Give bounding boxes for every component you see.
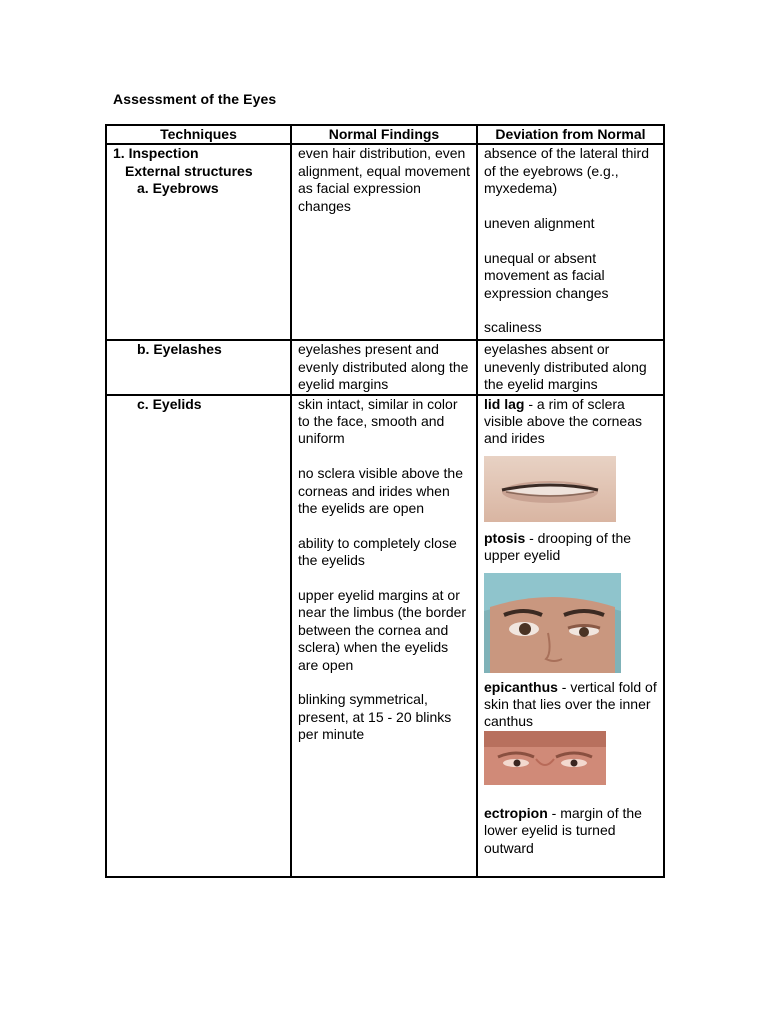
term-description: - a rim of sclera visible above the corneas and irides bbox=[484, 395, 642, 447]
page-title: Assessment of the Eyes bbox=[113, 91, 277, 107]
technique-cell bbox=[106, 340, 291, 394]
table-header-row bbox=[106, 125, 664, 144]
technique-external-structures: External structures bbox=[125, 162, 253, 179]
technique-cell bbox=[106, 144, 291, 340]
normal-finding: skin intact, similar in color to the face, smooth and uniform bbox=[298, 395, 458, 447]
header-deviation: Deviation from Normal bbox=[477, 125, 664, 144]
epicanthus-photo bbox=[484, 731, 659, 785]
technique-eyelashes: b. Eyelashes bbox=[137, 341, 222, 358]
term-description: - margin of the lower eyelid is turned outward bbox=[484, 804, 642, 856]
technique-eyebrows: a. Eyebrows bbox=[137, 180, 219, 197]
deviation-item: scaliness bbox=[484, 319, 542, 336]
header-techniques: Techniques bbox=[106, 125, 291, 144]
technique-cell bbox=[106, 395, 291, 877]
normal-finding: blinking symmetrical, present, at 15 - 20 blinks per minute bbox=[298, 691, 452, 743]
deviation-ectropion bbox=[484, 805, 659, 857]
deviation-cell: eyelashes absent or unevenly distributed along the eyelid margins bbox=[477, 340, 664, 394]
normal-finding: upper eyelid margins at or near the limbus (the border between the cornea and sclera) when the eyelids are open bbox=[298, 587, 467, 673]
table-row-eyebrows bbox=[106, 144, 664, 340]
deviation-item: absence of the lateral third of the eyebrows (e.g., myxedema) bbox=[484, 145, 649, 197]
deviation-epicanthus bbox=[484, 679, 659, 731]
technique-eyelids: c. Eyelids bbox=[137, 395, 202, 412]
normal-cell bbox=[291, 395, 477, 877]
term-label: lid lag bbox=[484, 395, 525, 412]
header-normal-findings: Normal Findings bbox=[291, 125, 477, 144]
deviation-ptosis bbox=[484, 530, 659, 565]
table-row-eyelashes bbox=[106, 340, 664, 394]
normal-finding: ability to completely close the eyelids bbox=[298, 534, 457, 569]
deviation-lid-lag bbox=[484, 396, 659, 448]
assessment-table bbox=[105, 124, 665, 878]
deviation-item: uneven alignment bbox=[484, 215, 595, 232]
technique-inspection: 1. Inspection bbox=[113, 145, 199, 162]
term-label: epicanthus bbox=[484, 678, 558, 695]
term-description: - drooping of the upper eyelid bbox=[484, 529, 632, 564]
term-label: ectropion bbox=[484, 804, 548, 821]
normal-cell: eyelashes present and evenly distributed along the eyelid margins bbox=[291, 340, 477, 394]
table-row-eyelids bbox=[106, 395, 664, 877]
normal-finding: even hair distribution, even alignment, equal movement as facial expression changes bbox=[298, 145, 470, 214]
deviation-cell bbox=[477, 144, 664, 340]
deviation-item: unequal or absent movement as facial expression changes bbox=[484, 249, 609, 301]
lid-lag-photo bbox=[484, 456, 659, 522]
term-label: ptosis bbox=[484, 529, 526, 546]
deviation-cell bbox=[477, 395, 664, 877]
normal-cell bbox=[291, 144, 477, 340]
term-description: - vertical fold of skin that lies over the inner canthus bbox=[484, 678, 657, 730]
normal-finding: no sclera visible above the corneas and irides when the eyelids are open bbox=[298, 465, 463, 517]
ptosis-photo bbox=[484, 573, 659, 673]
